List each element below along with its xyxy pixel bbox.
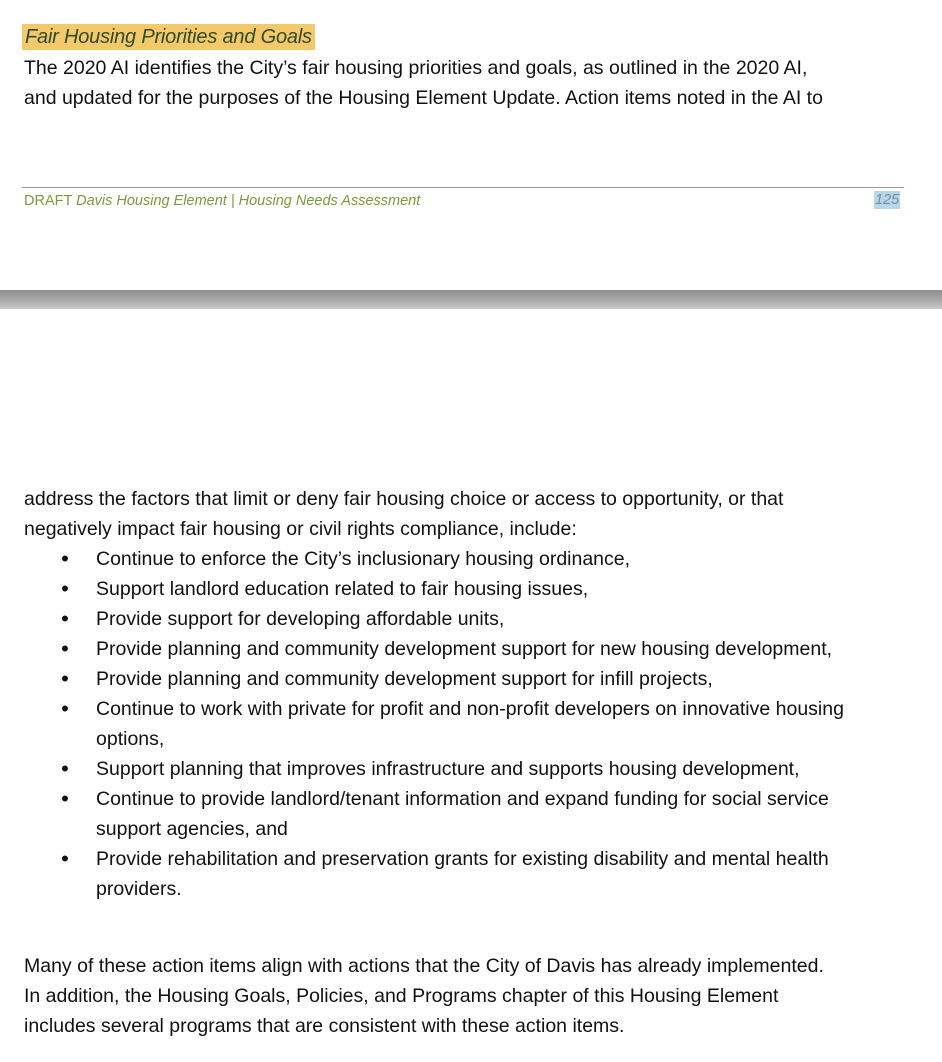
action-item-text: Support planning that improves infrastructure and supports housing development,: [96, 758, 800, 780]
continuation-paragraph: [24, 484, 924, 544]
continuation-line: address the factors that limit or deny fair housing choice or access to opportunity, or that: [24, 488, 784, 510]
bullet-icon: •: [61, 546, 69, 571]
action-item: [24, 574, 924, 604]
bullet-icon: •: [61, 786, 69, 811]
document-page-top: [0, 0, 942, 290]
action-item-text: Provide planning and community development support for infill projects,: [96, 668, 713, 690]
action-item-text: Provide planning and community development support for new housing development,: [96, 638, 833, 660]
action-item: [24, 844, 924, 904]
page-number: 125: [875, 192, 900, 208]
bullet-icon: •: [61, 666, 69, 691]
action-item: [24, 664, 924, 694]
bullet-icon: •: [61, 606, 69, 631]
closing-paragraph: [24, 951, 924, 1041]
action-item: [24, 604, 924, 634]
action-item-text: Continue to enforce the City’s inclusionary housing ordinance,: [96, 548, 631, 570]
action-item-text: Continue to work with private for profit and non-profit developers on innovative housing: [96, 698, 844, 720]
action-item-text: Continue to provide landlord/tenant information and expand funding for social service: [96, 788, 829, 810]
action-item-text: Provide support for developing affordable units,: [96, 608, 505, 630]
action-item-text: providers.: [96, 878, 182, 900]
action-item-text: Provide rehabilitation and preservation grants for existing disability and mental health: [96, 848, 829, 870]
footer-draft-label: DRAFT: [24, 193, 73, 209]
action-item: [24, 754, 924, 784]
intro-line: and updated for the purposes of the Housing Element Update. Action items noted in the AI to: [24, 87, 823, 109]
footer-document-title: Davis Housing Element | Housing Needs Assessment: [76, 193, 421, 209]
section-heading: Fair Housing Priorities and Goals: [22, 24, 315, 50]
closing-line: Many of these action items align with actions that the City of Davis has already implemented.: [24, 955, 824, 977]
closing-line: In addition, the Housing Goals, Policies, and Programs chapter of this Housing Element: [24, 985, 779, 1007]
intro-paragraph: [24, 53, 924, 113]
bullet-icon: •: [61, 846, 69, 871]
action-item: [24, 784, 924, 844]
action-item: [24, 544, 924, 574]
footer-divider: [22, 187, 904, 188]
action-item: [24, 694, 924, 754]
bullet-icon: •: [61, 576, 69, 601]
action-item-text: options,: [96, 728, 165, 750]
closing-line: includes several programs that are consistent with these action items.: [24, 1015, 625, 1037]
action-items-list: [24, 544, 924, 904]
action-item: [24, 634, 924, 664]
bullet-icon: •: [61, 636, 69, 661]
action-item-text: support agencies, and: [96, 818, 288, 840]
continuation-line: negatively impact fair housing or civil rights compliance, include:: [24, 518, 577, 540]
bullet-icon: •: [61, 696, 69, 721]
page-break-separator: [0, 290, 942, 309]
bullet-icon: •: [61, 756, 69, 781]
action-item-text: Support landlord education related to fair housing issues,: [96, 578, 589, 600]
page-footer: [24, 191, 420, 211]
intro-line: The 2020 AI identifies the City’s fair housing priorities and goals, as outlined in the 2020 AI,: [24, 57, 808, 79]
